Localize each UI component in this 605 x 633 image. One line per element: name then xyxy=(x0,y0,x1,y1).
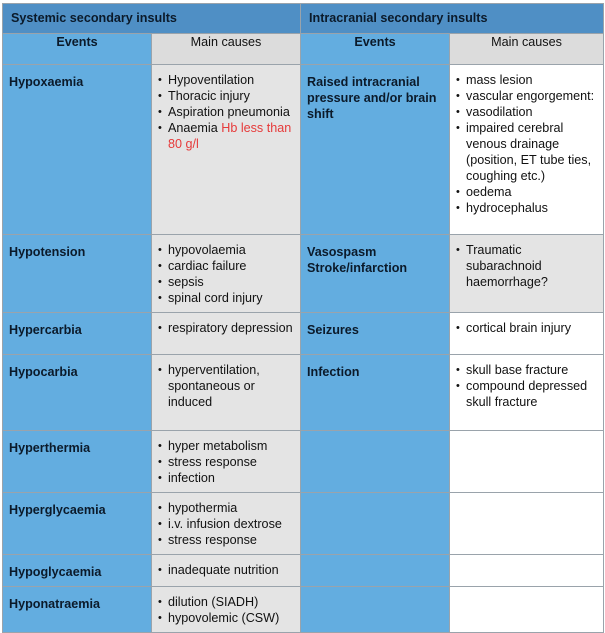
cause-item: • infection xyxy=(158,470,294,486)
cause-item: • sepsis xyxy=(158,274,294,290)
causes-list xyxy=(158,500,294,548)
causes-cell xyxy=(450,235,604,313)
cause-item: • inadequate nutrition xyxy=(158,562,294,578)
anaemia-label: Anaemia xyxy=(168,121,218,135)
cause-item: • hydrocephalus xyxy=(456,200,597,216)
cause-item: • compound depressed skull fracture xyxy=(456,378,597,410)
causes-cell xyxy=(152,587,301,633)
causes-cell xyxy=(450,313,604,355)
cause-item: • hypovolaemia xyxy=(158,242,294,258)
event-cell: Hypoglycaemia xyxy=(3,555,152,587)
causes-list xyxy=(158,362,294,410)
causes-cell xyxy=(450,355,604,431)
event-cell: Hypercarbia xyxy=(3,313,152,355)
cause-item xyxy=(158,120,294,152)
table-row xyxy=(3,555,604,587)
cause-item: • impaired cerebral venous drainage (position, ET tube ties, coughing etc.) xyxy=(456,120,597,184)
column-header-row xyxy=(3,34,604,65)
cause-item: • stress response xyxy=(158,454,294,470)
cause-item: • vascular engorgement: xyxy=(456,88,597,104)
event-cell: Seizures xyxy=(301,313,450,355)
main-causes-header: Main causes xyxy=(450,34,604,65)
cause-item: • hyperventilation, spontaneous or induced xyxy=(158,362,294,410)
cause-item: • mass lesion xyxy=(456,72,597,88)
main-causes-header: Main causes xyxy=(152,34,301,65)
causes-list xyxy=(158,320,294,336)
cause-item: • cortical brain injury xyxy=(456,320,597,336)
empty-event-cell xyxy=(301,555,450,587)
cause-item: • hypovolemic (CSW) xyxy=(158,610,294,626)
cause-item: • oedema xyxy=(456,184,597,200)
event-cell: Hypotension xyxy=(3,235,152,313)
secondary-insults-table xyxy=(2,3,604,633)
causes-cell xyxy=(152,235,301,313)
table-row xyxy=(3,587,604,633)
cause-item: • cardiac failure xyxy=(158,258,294,274)
causes-list xyxy=(158,242,294,306)
cause-item: • hypothermia xyxy=(158,500,294,516)
table-row xyxy=(3,65,604,235)
empty-event-cell xyxy=(301,431,450,493)
systemic-title: Systemic secondary insults xyxy=(3,4,301,34)
event-cell: Hyperthermia xyxy=(3,431,152,493)
causes-list xyxy=(456,242,597,290)
event-cell: Hypocarbia xyxy=(3,355,152,431)
causes-list xyxy=(456,320,597,336)
cause-item: • spinal cord injury xyxy=(158,290,294,306)
causes-cell xyxy=(152,313,301,355)
empty-causes-cell xyxy=(450,431,604,493)
event-cell: Hyperglycaemia xyxy=(3,493,152,555)
table-row xyxy=(3,493,604,555)
empty-causes-cell xyxy=(450,493,604,555)
causes-cell xyxy=(152,493,301,555)
causes-cell xyxy=(450,65,604,235)
cause-item: • i.v. infusion dextrose xyxy=(158,516,294,532)
empty-event-cell xyxy=(301,493,450,555)
causes-cell xyxy=(152,555,301,587)
cause-item: • Traumatic subarachnoid haemorrhage? xyxy=(456,242,597,290)
causes-list xyxy=(456,362,597,410)
causes-list xyxy=(456,72,597,216)
causes-list xyxy=(158,438,294,486)
event-cell: Hypoxaemia xyxy=(3,65,152,235)
anaemia-threshold: Hb less than 80 g/l xyxy=(168,121,292,151)
cause-item: • skull base fracture xyxy=(456,362,597,378)
cause-item: • respiratory depression xyxy=(158,320,294,336)
events-header: Events xyxy=(301,34,450,65)
causes-list xyxy=(158,594,294,626)
causes-cell xyxy=(152,431,301,493)
causes-list xyxy=(158,72,294,152)
cause-item: • hyper metabolism xyxy=(158,438,294,454)
cause-item: • Thoracic injury xyxy=(158,88,294,104)
causes-cell xyxy=(152,65,301,235)
event-cell: Vasospasm Stroke/infarction xyxy=(301,235,450,313)
title-row xyxy=(3,4,604,34)
table-row xyxy=(3,313,604,355)
empty-causes-cell xyxy=(450,555,604,587)
cause-item: • Aspiration pneumonia xyxy=(158,104,294,120)
cause-item: • stress response xyxy=(158,532,294,548)
event-cell: Infection xyxy=(301,355,450,431)
empty-event-cell xyxy=(301,587,450,633)
intracranial-title: Intracranial secondary insults xyxy=(301,4,604,34)
table-row xyxy=(3,235,604,313)
cause-item: • vasodilation xyxy=(456,104,597,120)
cause-item: • dilution (SIADH) xyxy=(158,594,294,610)
event-cell: Raised intracranial pressure and/or brain shift xyxy=(301,65,450,235)
causes-list xyxy=(158,562,294,578)
events-header: Events xyxy=(3,34,152,65)
event-cell: Hyponatraemia xyxy=(3,587,152,633)
table-row xyxy=(3,355,604,431)
causes-cell xyxy=(152,355,301,431)
cause-item: • Hypoventilation xyxy=(158,72,294,88)
empty-causes-cell xyxy=(450,587,604,633)
table-row xyxy=(3,431,604,493)
